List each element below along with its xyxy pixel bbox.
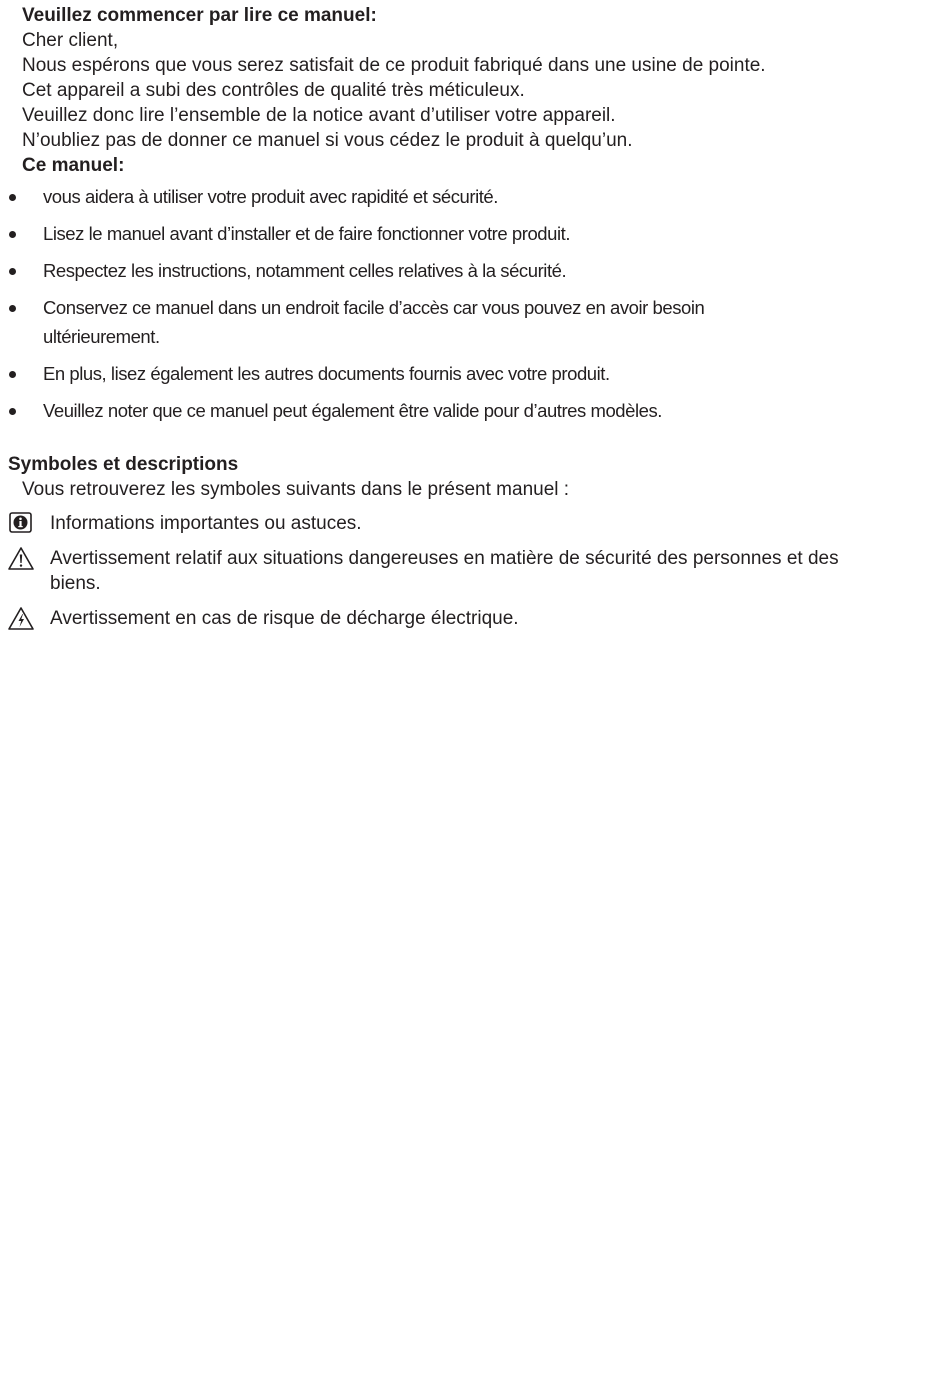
symbol-description: Avertissement en cas de risque de décharge électrique. bbox=[50, 608, 519, 629]
list-item bbox=[0, 293, 783, 351]
electric-shock-warning-icon bbox=[7, 606, 35, 632]
bullet-dot bbox=[9, 305, 16, 312]
bullet-dot bbox=[9, 231, 16, 238]
list-item-text: Lisez le manuel avant d’installer et de faire fonctionner votre produit. bbox=[43, 223, 571, 244]
intro-line-hope: Nous espérons que vous serez satisfait de ce produit fabriqué dans une usine de pointe. bbox=[22, 55, 766, 76]
symbols-heading: Symboles et descriptions bbox=[8, 454, 239, 475]
intro-line-read: Veuillez donc lire l’ensemble de la notice avant d’utiliser votre appareil. bbox=[22, 105, 616, 126]
list-item-text: Conservez ce manuel dans un endroit facile d’accès car vous pouvez en avoir besoin ultérieurement. bbox=[43, 297, 705, 347]
intro-section bbox=[22, 3, 922, 178]
intro-line-greeting: Cher client, bbox=[22, 30, 119, 51]
symbol-description: Informations importantes ou astuces. bbox=[50, 513, 362, 534]
warning-icon bbox=[7, 546, 35, 572]
bullet-dot bbox=[9, 268, 16, 275]
list-item-text: En plus, lisez également les autres documents fournis avec votre produit. bbox=[43, 363, 610, 384]
symbols-intro-text: Vous retrouverez les symboles suivants dans le présent manuel : bbox=[22, 479, 570, 500]
intro-line-handover: N’oubliez pas de donner ce manuel si vous cédez le produit à quelqu’un. bbox=[22, 130, 633, 151]
list-item bbox=[0, 182, 783, 211]
bullet-dot bbox=[9, 371, 16, 378]
manual-benefits-list bbox=[0, 182, 900, 433]
bullet-dot bbox=[9, 408, 16, 415]
list-item-text: Respectez les instructions, notamment celles relatives à la sécurité. bbox=[43, 260, 567, 281]
bullet-dot bbox=[9, 194, 16, 201]
list-item bbox=[0, 359, 783, 388]
info-icon bbox=[7, 511, 35, 537]
manual-subheading: Ce manuel: bbox=[22, 155, 125, 176]
list-item bbox=[0, 256, 783, 285]
intro-heading: Veuillez commencer par lire ce manuel: bbox=[22, 5, 377, 26]
symbol-description: Avertissement relatif aux situations dangereuses en matière de sécurité des personnes et des biens. bbox=[50, 548, 839, 594]
list-item bbox=[0, 396, 783, 425]
list-item-text: vous aidera à utiliser votre produit avec rapidité et sécurité. bbox=[43, 186, 498, 207]
list-item-text: Veuillez noter que ce manuel peut également être valide pour d’autres modèles. bbox=[43, 400, 662, 421]
list-item bbox=[0, 219, 783, 248]
intro-line-quality: Cet appareil a subi des contrôles de qualité très méticuleux. bbox=[22, 80, 525, 101]
